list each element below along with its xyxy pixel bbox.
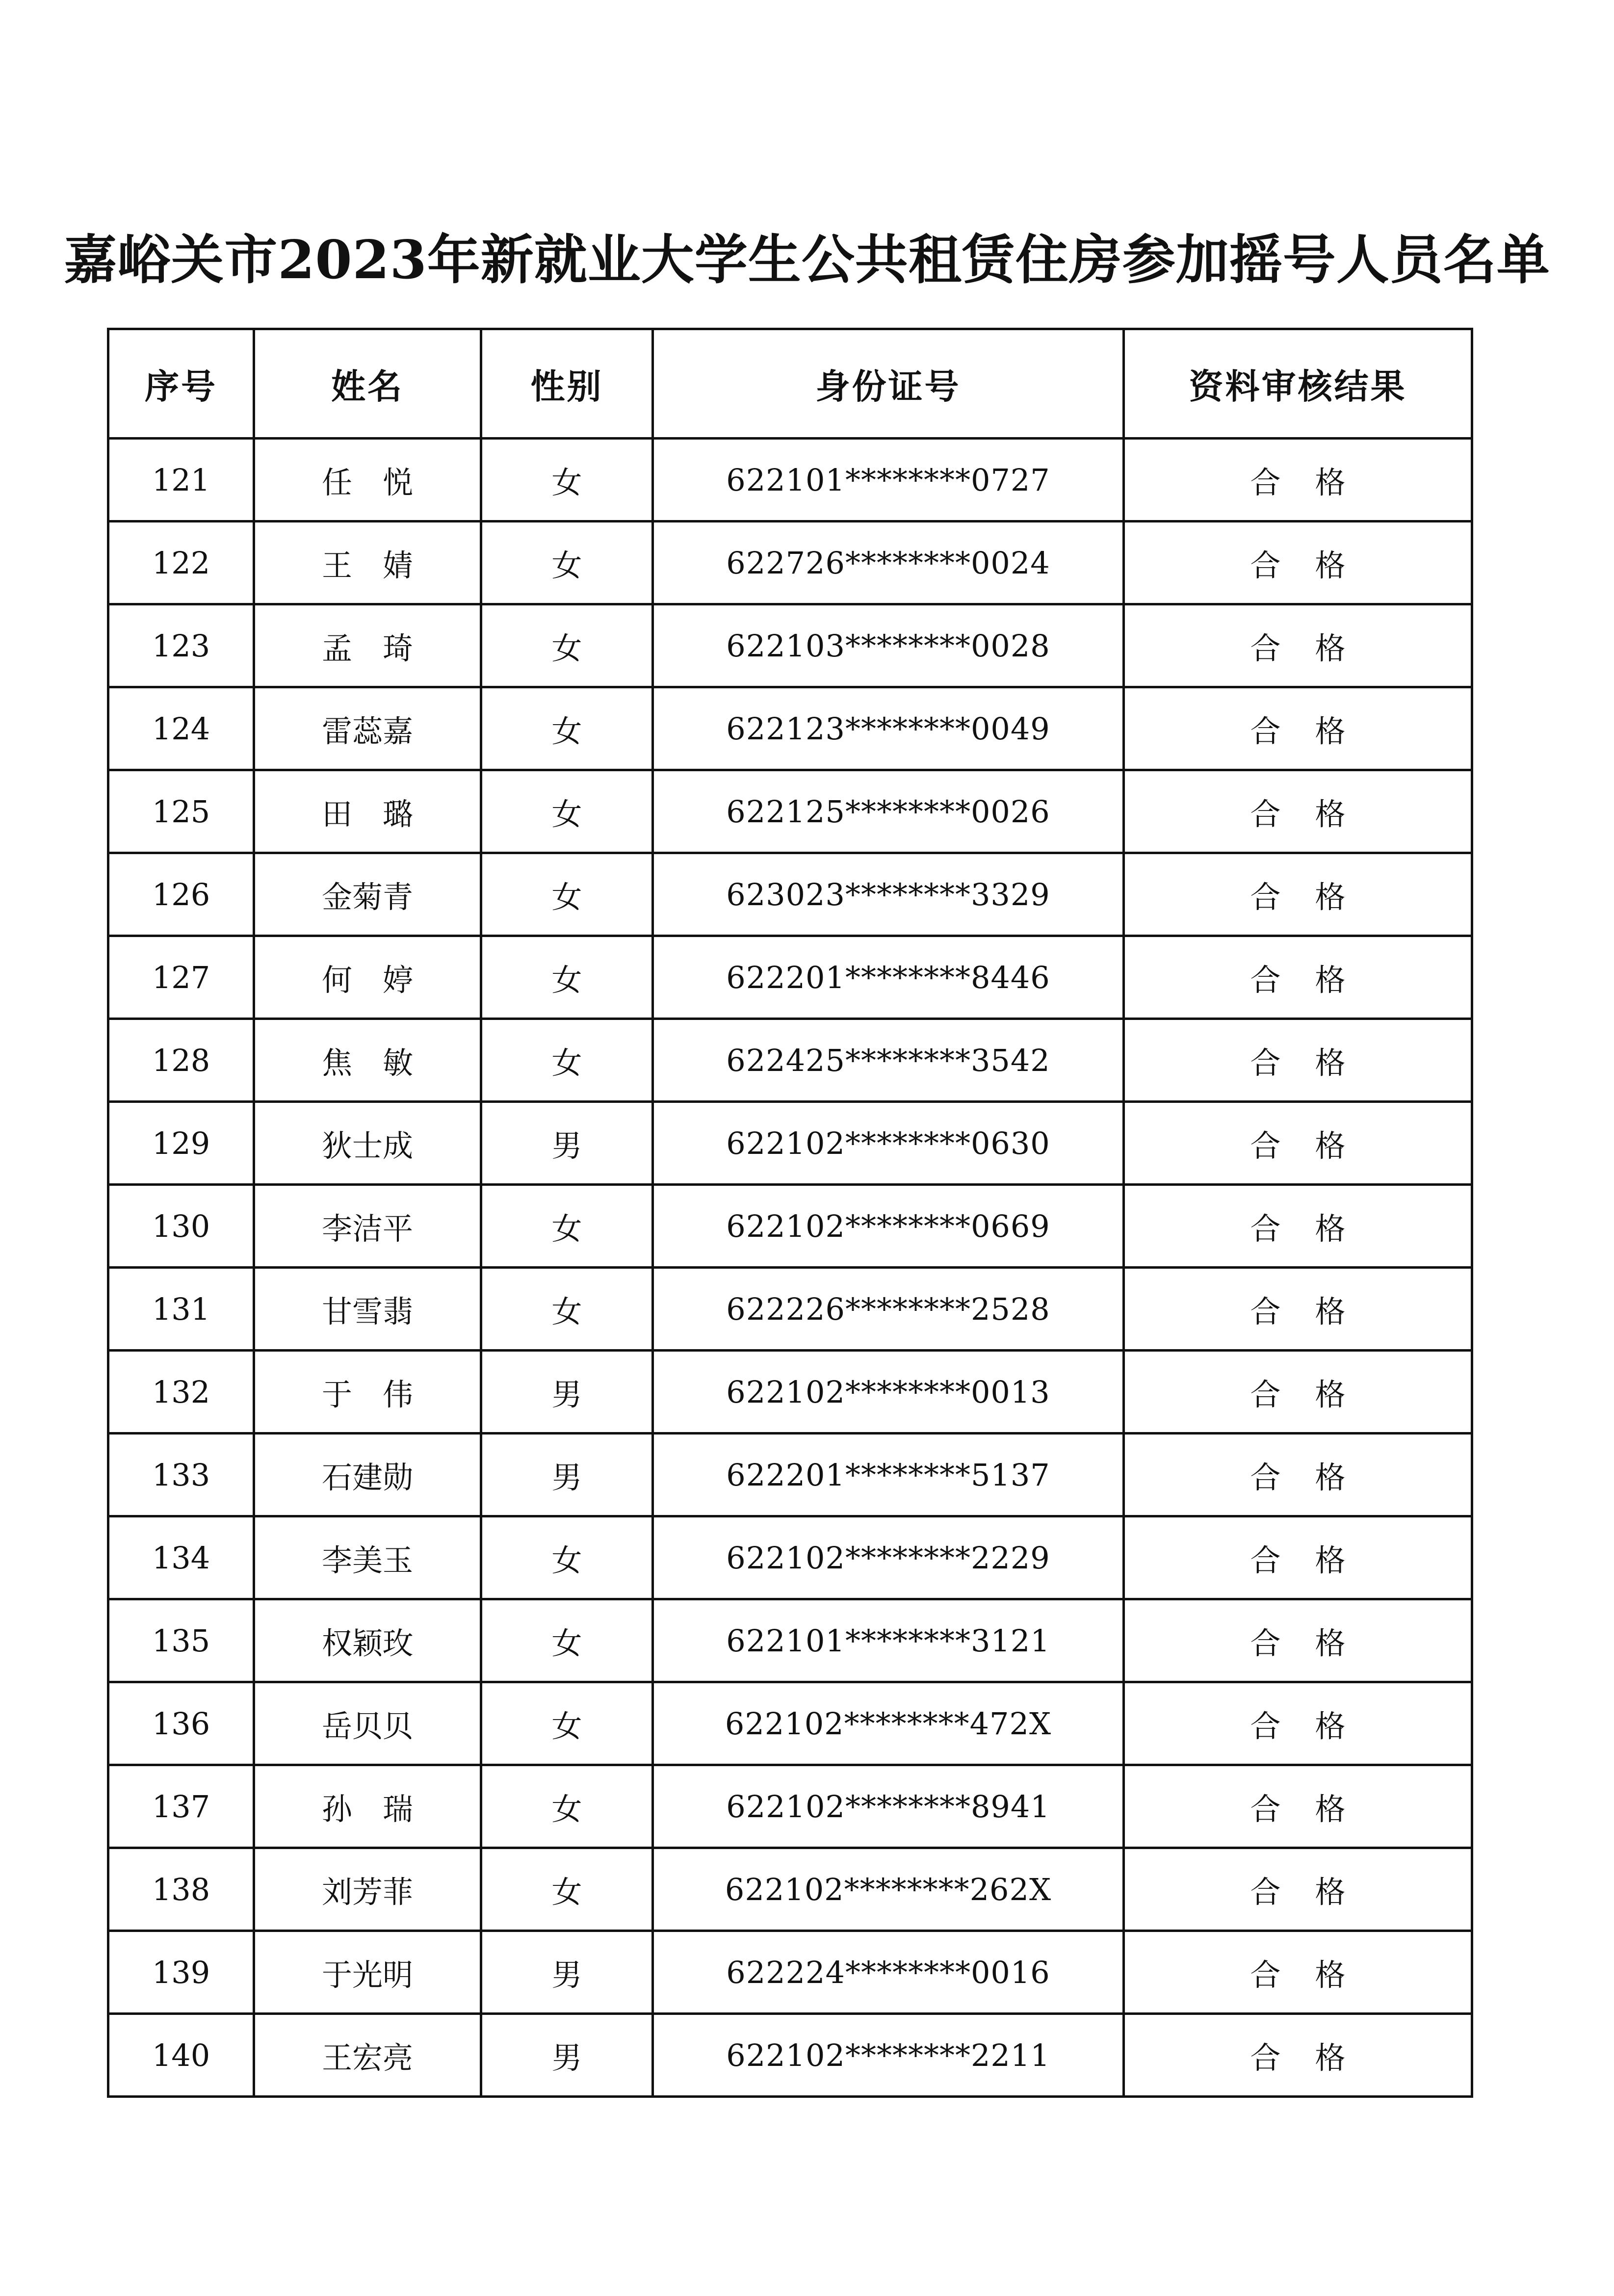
cell-gender: 女 [481,439,653,522]
cell-seq: 136 [108,1682,254,1765]
applicant-table [107,328,1473,2098]
cell-gender: 女 [481,1848,653,1931]
result-text: 合格 [1250,1293,1380,1330]
cell-id-number: 622224********0016 [653,1931,1124,2014]
table-row [108,1599,1472,1682]
cell-gender: 女 [481,1019,653,1102]
cell-review-result [1124,936,1472,1019]
result-text: 合格 [1250,1542,1380,1578]
cell-id-number: 622102********0013 [653,1351,1124,1434]
table-row [108,1848,1472,1931]
cell-seq: 126 [108,853,254,936]
table-row [108,1351,1472,1434]
cell-seq: 130 [108,1185,254,1268]
cell-review-result [1124,1434,1472,1516]
table-row [108,1019,1472,1102]
table-row [108,1765,1472,1848]
cell-name: 李美玉 [254,1516,481,1599]
cell-review-result [1124,604,1472,687]
cell-name: 于 伟 [254,1351,481,1434]
cell-gender: 女 [481,1599,653,1682]
table-row [108,853,1472,936]
cell-gender: 女 [481,1516,653,1599]
cell-name: 王宏亮 [254,2014,481,2097]
cell-gender: 女 [481,853,653,936]
cell-review-result [1124,1599,1472,1682]
table-header-row [108,329,1472,439]
header-id-number: 身份证号 [653,329,1124,439]
table-row [108,1682,1472,1765]
cell-gender: 女 [481,1268,653,1351]
cell-review-result [1124,770,1472,853]
cell-seq: 124 [108,687,254,770]
result-text: 合格 [1250,962,1380,998]
cell-name: 王 婧 [254,522,481,604]
header-review-result: 资料审核结果 [1124,329,1472,439]
result-text: 合格 [1250,547,1380,583]
cell-id-number: 622125********0026 [653,770,1124,853]
cell-review-result [1124,1268,1472,1351]
cell-gender: 女 [481,936,653,1019]
table-row [108,1102,1472,1185]
cell-gender: 男 [481,1931,653,2014]
cell-id-number: 622102********262X [653,1848,1124,1931]
table-row [108,522,1472,604]
cell-review-result [1124,1848,1472,1931]
table-row [108,2014,1472,2097]
cell-review-result [1124,522,1472,604]
cell-name: 任 悦 [254,439,481,522]
cell-id-number: 622103********0028 [653,604,1124,687]
cell-gender: 男 [481,1102,653,1185]
table-row [108,770,1472,853]
cell-id-number: 622201********5137 [653,1434,1124,1516]
table-row [108,936,1472,1019]
cell-gender: 女 [481,604,653,687]
cell-name: 石建勋 [254,1434,481,1516]
cell-seq: 125 [108,770,254,853]
cell-id-number: 622102********0669 [653,1185,1124,1268]
cell-review-result [1124,1682,1472,1765]
cell-name: 甘雪翡 [254,1268,481,1351]
cell-seq: 133 [108,1434,254,1516]
result-text: 合格 [1250,1625,1380,1661]
table-body [108,439,1472,2097]
cell-review-result [1124,853,1472,936]
table-row [108,1434,1472,1516]
cell-review-result [1124,1019,1472,1102]
result-text: 合格 [1250,879,1380,915]
header-name: 姓名 [254,329,481,439]
cell-gender: 女 [481,1765,653,1848]
cell-name: 雷蕊嘉 [254,687,481,770]
table-row [108,1931,1472,2014]
cell-id-number: 622726********0024 [653,522,1124,604]
cell-gender: 女 [481,687,653,770]
cell-review-result [1124,1765,1472,1848]
result-text: 合格 [1250,1957,1380,1993]
header-gender: 性别 [481,329,653,439]
cell-id-number: 622102********0630 [653,1102,1124,1185]
cell-name: 孟 琦 [254,604,481,687]
cell-seq: 132 [108,1351,254,1434]
cell-id-number: 622102********8941 [653,1765,1124,1848]
cell-name: 孙 瑞 [254,1765,481,1848]
cell-name: 李洁平 [254,1185,481,1268]
cell-review-result [1124,1102,1472,1185]
cell-name: 何 婷 [254,936,481,1019]
result-text: 合格 [1250,2039,1380,2076]
cell-id-number: 623023********3329 [653,853,1124,936]
cell-id-number: 622201********8446 [653,936,1124,1019]
cell-seq: 121 [108,439,254,522]
cell-name: 焦 敏 [254,1019,481,1102]
result-text: 合格 [1250,464,1380,500]
cell-name: 刘芳菲 [254,1848,481,1931]
cell-seq: 128 [108,1019,254,1102]
cell-id-number: 622102********2211 [653,2014,1124,2097]
table-row [108,439,1472,522]
result-text: 合格 [1250,1459,1380,1495]
cell-id-number: 622102********2229 [653,1516,1124,1599]
cell-gender: 女 [481,1682,653,1765]
table-row [108,1516,1472,1599]
cell-name: 金菊青 [254,853,481,936]
result-text: 合格 [1250,1127,1380,1164]
cell-gender: 男 [481,2014,653,2097]
cell-seq: 139 [108,1931,254,2014]
cell-review-result [1124,1931,1472,2014]
header-seq: 序号 [108,329,254,439]
cell-id-number: 622102********472X [653,1682,1124,1765]
cell-review-result [1124,687,1472,770]
cell-review-result [1124,1351,1472,1434]
cell-name: 田 璐 [254,770,481,853]
document-title: 嘉峪关市2023年新就业大学生公共租赁住房参加摇号人员名单 [64,229,1550,291]
result-text: 合格 [1250,713,1380,749]
cell-id-number: 622101********3121 [653,1599,1124,1682]
cell-name: 权颖玫 [254,1599,481,1682]
cell-review-result [1124,2014,1472,2097]
cell-seq: 123 [108,604,254,687]
cell-review-result [1124,439,1472,522]
result-text: 合格 [1250,1044,1380,1081]
table-row [108,604,1472,687]
result-text: 合格 [1250,1210,1380,1247]
cell-gender: 女 [481,770,653,853]
cell-seq: 122 [108,522,254,604]
cell-id-number: 622123********0049 [653,687,1124,770]
table-row [108,1268,1472,1351]
cell-gender: 男 [481,1434,653,1516]
result-text: 合格 [1250,796,1380,832]
cell-seq: 127 [108,936,254,1019]
cell-gender: 女 [481,522,653,604]
cell-seq: 135 [108,1599,254,1682]
cell-id-number: 622101********0727 [653,439,1124,522]
table-row [108,1185,1472,1268]
result-text: 合格 [1250,1874,1380,1910]
cell-name: 岳贝贝 [254,1682,481,1765]
cell-seq: 140 [108,2014,254,2097]
cell-seq: 134 [108,1516,254,1599]
cell-gender: 男 [481,1351,653,1434]
cell-seq: 131 [108,1268,254,1351]
table-row [108,687,1472,770]
cell-seq: 137 [108,1765,254,1848]
cell-review-result [1124,1516,1472,1599]
result-text: 合格 [1250,1708,1380,1744]
cell-review-result [1124,1185,1472,1268]
cell-name: 狄士成 [254,1102,481,1185]
cell-seq: 138 [108,1848,254,1931]
cell-gender: 女 [481,1185,653,1268]
cell-seq: 129 [108,1102,254,1185]
result-text: 合格 [1250,630,1380,666]
cell-name: 于光明 [254,1931,481,2014]
cell-id-number: 622226********2528 [653,1268,1124,1351]
cell-id-number: 622425********3542 [653,1019,1124,1102]
result-text: 合格 [1250,1791,1380,1827]
result-text: 合格 [1250,1376,1380,1412]
